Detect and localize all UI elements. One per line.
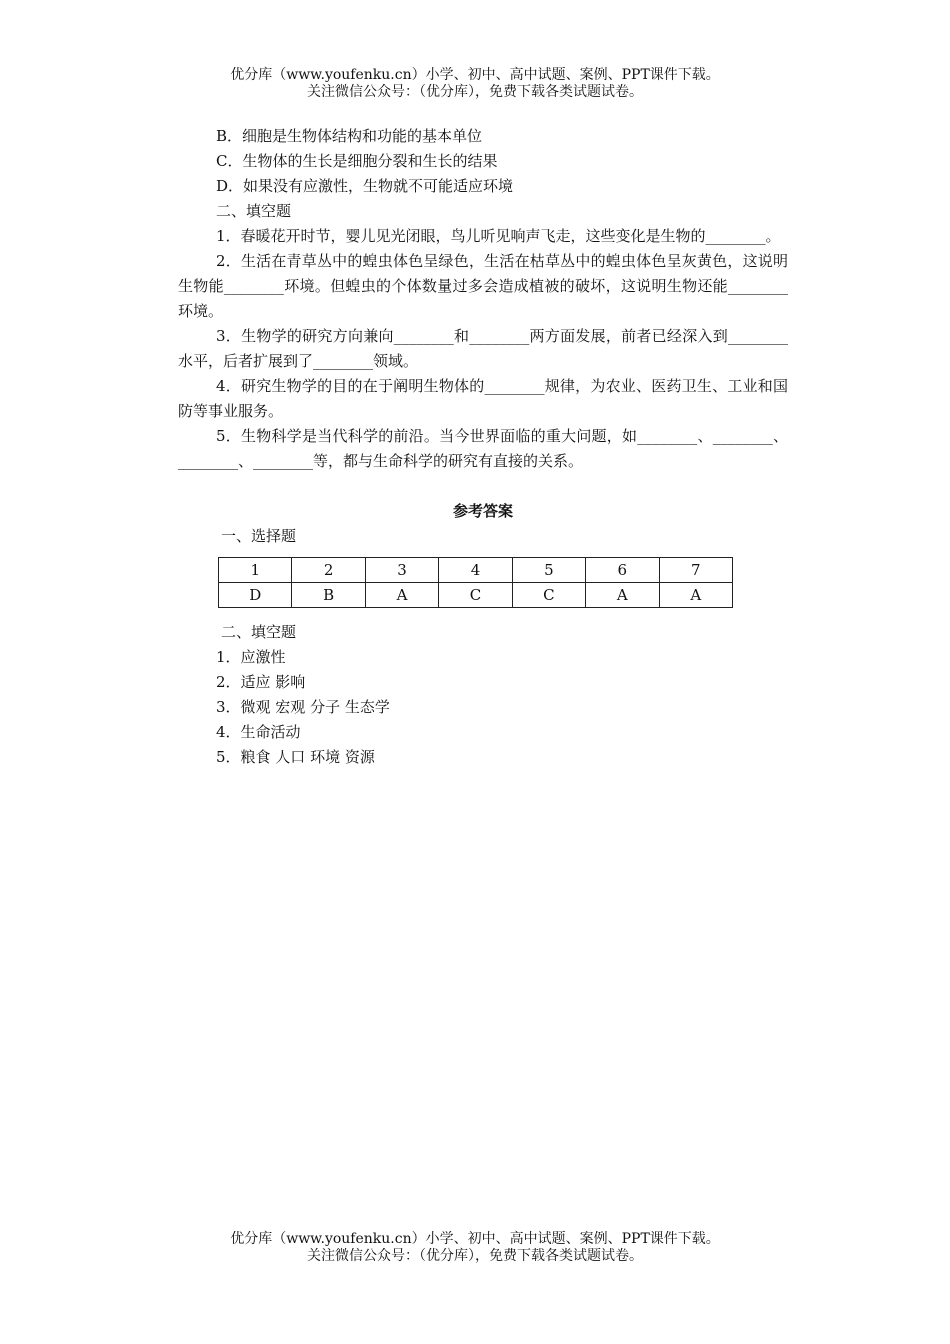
- choice-option-b: B．细胞是生物体结构和功能的基本单位: [216, 127, 483, 145]
- answer-table-cell: 5: [512, 558, 585, 583]
- answer-table-cell: C: [512, 583, 585, 608]
- answer-table-number-row: [219, 558, 733, 583]
- footer-line-1: 优分库（www.youfenku.cn）小学、初中、高中试题、案例、PPT课件下载。: [230, 1231, 720, 1247]
- fill-answer-3: 3．微观 宏观 分子 生态学: [216, 698, 390, 716]
- header-line-1: 优分库（www.youfenku.cn）小学、初中、高中试题、案例、PPT课件下载。: [230, 67, 720, 83]
- answer-table-cell: 3: [365, 558, 438, 583]
- choice-option-c: C．生物体的生长是细胞分裂和生长的结果: [216, 152, 498, 170]
- answer-table-cell: C: [439, 583, 512, 608]
- document-body: [178, 124, 788, 770]
- answer-table-cell: A: [586, 583, 659, 608]
- fill-section-title: 二、填空题: [216, 202, 292, 220]
- answer-table-cell: 7: [659, 558, 732, 583]
- footer-line-2: 关注微信公众号：（优分库），免费下载各类试题试卷。: [307, 1248, 643, 1264]
- choice-option-d: D．如果没有应激性，生物就不可能适应环境: [216, 177, 514, 195]
- fill-question-2: 2．生活在青草丛中的蝗虫体色呈绿色，生活在枯草丛中的蝗虫体色呈灰黄色，这说明生物能________环境。但蝗虫的个体数量过多会造成植被的破坏，这说明生物还能________环境。: [178, 252, 788, 320]
- answer-table-cell: B: [292, 583, 365, 608]
- fill-answer-2: 2．适应 影响: [216, 673, 306, 691]
- answer-table-cell: 6: [586, 558, 659, 583]
- fill-question-3: 3．生物学的研究方向兼向________和________两方面发展，前者已经深入到________水平，后者扩展到了________领域。: [178, 327, 788, 370]
- fill-question-1: 1．春暖花开时节，婴儿见光闭眼，鸟儿听见响声飞走，这些变化是生物的________。: [216, 227, 781, 245]
- answer-table-cell: 1: [219, 558, 292, 583]
- answer-title: 参考答案: [452, 502, 513, 520]
- answer-table-cell: D: [219, 583, 292, 608]
- answer-table-wrapper: [178, 557, 788, 608]
- fill-question-5: 5．生物科学是当代科学的前沿。当今世界面临的重大问题，如________、________、________、________等，都与生命科学的研究有直接的关系。: [178, 427, 788, 470]
- answer-table-letter-row: [219, 583, 733, 608]
- fill-answer-4: 4．生命活动: [216, 723, 301, 741]
- header-line-2: 关注微信公众号：（优分库），免费下载各类试题试卷。: [307, 84, 643, 100]
- page-footer: [0, 1231, 950, 1265]
- page-header: [0, 67, 950, 101]
- fill-answer-5: 5．粮食 人口 环境 资源: [216, 748, 375, 766]
- answer-choice-section-title: 一、选择题: [221, 527, 297, 545]
- answer-table-cell: A: [659, 583, 732, 608]
- answer-table-cell: 4: [439, 558, 512, 583]
- fill-answer-1: 1．应激性: [216, 648, 286, 666]
- answer-table-cell: 2: [292, 558, 365, 583]
- fill-question-4: 4．研究生物学的目的在于阐明生物体的________规律，为农业、医药卫生、工业和国防等事业服务。: [178, 377, 788, 420]
- answer-table: [218, 557, 733, 608]
- answer-fill-section-title: 二、填空题: [221, 623, 297, 641]
- answer-table-cell: A: [365, 583, 438, 608]
